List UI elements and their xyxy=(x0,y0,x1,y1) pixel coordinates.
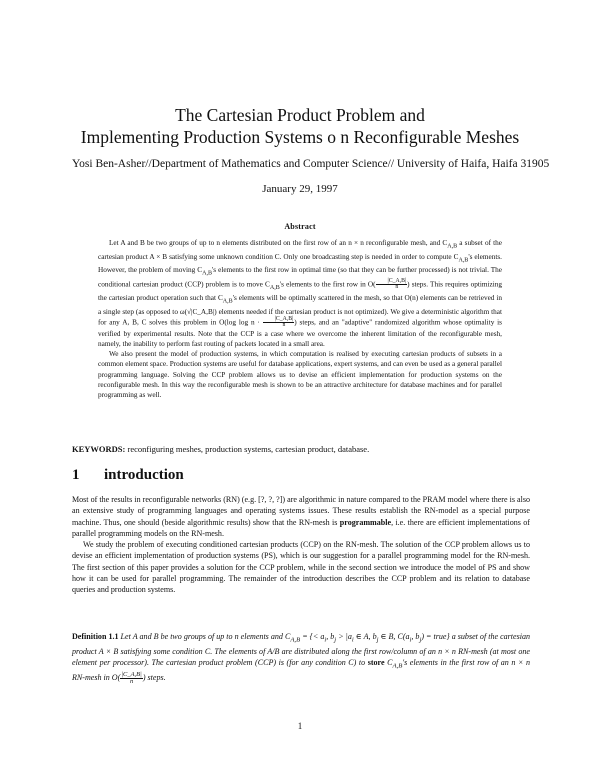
author-affiliation: Yosi Ben-Asher//Department of Mathematics and Computer Science// University of Haifa, Haifa 31905 xyxy=(72,158,550,170)
body-paragraph-1: Most of the results in reconfigurable networks (RN) (e.g. [?, ?, ?]) are algorithmic in nature compared to the PRAM model where there is also an extensive study of programming languages and operating systems issues. These results establish the RN-model as a special purpose machine. Thus, one should (beside algorithmic results) show that the RN-mesh is programmable, i.e. there are efficient implementations of parallel programming models on the RN-mesh. xyxy=(72,495,530,538)
abstract-paragraph-2: We also present the model of production systems, in which computation is realised by executing cartesian products of subsets in a common element space. Production systems are useful for database applications, expert systems, and can even be used as a general parallel programming language. Solving the CCP problem allows us to devise an efficient implementation for production systems on the reconfigurable mesh. In this way the reconfigurable mesh is shown to be an attractive architecture for database machines and for parallel programming as well. xyxy=(98,350,502,399)
section-title: introduction xyxy=(104,467,184,483)
keywords-label: KEYWORDS: xyxy=(72,444,126,454)
paper-title xyxy=(40,104,560,148)
fraction: $\frac{|C\_A,B|}{n}$ xyxy=(263,317,295,328)
fraction: $\frac{|C\_A,B|}{n}$ xyxy=(376,279,408,290)
abstract-heading: Abstract xyxy=(284,222,316,231)
fraction: $\frac{|C\_A,B|}{n}$ xyxy=(121,671,142,685)
title-line-2: Implementing Production Systems o n Reconfigurable Meshes xyxy=(80,127,520,147)
body-text xyxy=(72,494,530,596)
section-heading xyxy=(72,467,184,484)
date: January 29, 1997 xyxy=(262,183,338,195)
page-number: 1 xyxy=(297,721,303,731)
keywords-text: reconfiguring meshes, production systems, cartesian product, database. xyxy=(125,444,370,454)
abstract-paragraph-1: Let A and B be two groups of up to n elements distributed on the first row of an n × n reconfigurable mesh, and $C_{A,B}$ a subset of the cartesian product A × B satisfying some unknown condition C. Only one broadcasting step is needed in order to compute $C_{A,B}'s$ elements. However, the problem of moving $C_{A,B}'s$ elements to the first row in optimal time (so that they can be further processed) is not trivial. The conditional cartesian product (CCP) problem is to move $C_{A,B}'s$ elements to the first row in O( $\frac{|C\_A,B|}{n}$ ) steps. This requires optimizing the cartesian product operation such that $C_{A,B}'s$ elements will be optimally scattered in the mesh, so that O(n) elements can be retrieved in a single step (as opposed to ω(√|C_A,B|) elements needed if the cartesian product is not optimized). We give a deterministic algorithm that for any A, B, C solves this problem in O(log log n · $\frac{|C\_A,B|}{n}$ ) steps, and an "adaptive" randomized algorithm whose optimality is verified by experimental results. Note that the CCP is a case where we overcome the inherent limitation of the reconfigurable mesh, namely, the inability to perform fast routing of packets located in a small area. xyxy=(98,239,503,348)
definition-label: Definition 1.1 xyxy=(72,632,119,641)
title-line-1: The Cartesian Product Problem and xyxy=(175,105,425,125)
abstract xyxy=(98,238,502,400)
definition-1-1: Definition 1.1 Let A and B be two groups of up to n elements and $C_{A,B}$ = {< $a_i$, $b_j > |a_i$ ∈ A, $b_j$ ∈ B, $C(a_i$, $b_j$) = true} a subset of the cartesian product A × B satisfying some condition C. The elements of A/B are distributed along the first row/column of an n × n RN-mesh (at most one element per processor). The cartesian product problem (CCP) is (for any condition C) to store $C_{A,B}'s$ elements in the first row of an n × n RN-mesh in O( $\frac{|C\_A,B|}{n}$ ) steps. xyxy=(72,632,531,685)
body-paragraph-2: We study the problem of executing conditioned cartesian products (CCP) on the RN-mesh. The solution of the CCP problem allows us to devise an efficient implementation of production systems (PS), which is our suggestion for a parallel programming model for the RN-mesh. The first section of this paper provides a solution for the CCP problem, while in the second section we introduce the model of PS and show how it can be used for parallel programming. The remainder of the introduction describes the CCP problem and its relation to database queries and production systems. xyxy=(72,540,530,595)
keywords xyxy=(72,444,542,454)
section-number: 1 xyxy=(72,467,80,483)
